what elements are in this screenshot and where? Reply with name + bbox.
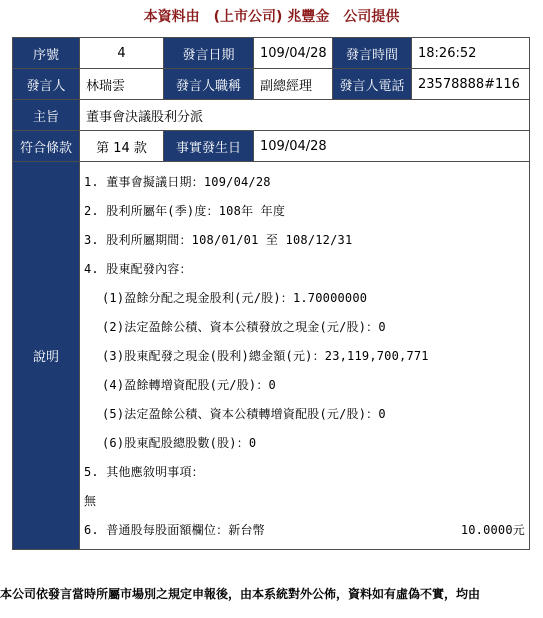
description-line: (2)法定盈餘公積、資本公積發放之現金(元/股)：0 bbox=[102, 320, 386, 334]
description-line: 4. 股東配發內容： bbox=[84, 262, 192, 276]
description-line: 3. 股利所屬期間：108/01/01 至 108/12/31 bbox=[84, 233, 353, 247]
speaker-phone-value: 23578888#116 bbox=[412, 69, 530, 100]
row-subject bbox=[13, 100, 530, 131]
description-label: 說明 bbox=[13, 162, 80, 550]
clause-label: 符合條款 bbox=[13, 131, 80, 162]
description-line-par-value bbox=[84, 516, 525, 545]
announcement-table bbox=[12, 37, 530, 550]
seq-value: 4 bbox=[80, 38, 164, 69]
speaker-value: 林瑞雲 bbox=[80, 69, 164, 100]
announce-date-value: 109/04/28 bbox=[254, 38, 333, 69]
description-line: (5)法定盈餘公積、資本公積轉增資配股(元/股)：0 bbox=[102, 407, 386, 421]
description-line: (6)股東配股總股數(股)：0 bbox=[102, 436, 257, 450]
row-speaker bbox=[13, 69, 530, 100]
announce-date-label: 發言日期 bbox=[164, 38, 254, 69]
par-value-amount: 10.0000元 bbox=[460, 523, 525, 537]
event-date-value: 109/04/28 bbox=[254, 131, 530, 162]
description-line: 5. 其他應敘明事項： bbox=[84, 465, 204, 479]
announce-time-label: 發言時間 bbox=[333, 38, 412, 69]
row-clause bbox=[13, 131, 530, 162]
disclaimer-text: 本公司依發言當時所屬市場別之規定申報後，由本系統對外公佈，資料如有虛偽不實，均由 bbox=[0, 587, 481, 601]
description-line: 無 bbox=[84, 494, 97, 508]
par-value-label: 6. 普通股每股面額欄位：新台幣 bbox=[84, 523, 265, 537]
description-content bbox=[80, 162, 530, 550]
speaker-phone-label: 發言人電話 bbox=[333, 69, 412, 100]
description-line: (3)股東配發之現金(股利)總金額(元)：23,119,700,771 bbox=[102, 349, 429, 363]
subject-value: 董事會決議股利分派 bbox=[80, 100, 530, 131]
row-sequence bbox=[13, 38, 530, 69]
speaker-title-label: 發言人職稱 bbox=[164, 69, 254, 100]
description-line: 1. 董事會擬議日期：109/04/28 bbox=[84, 175, 271, 189]
seq-label: 序號 bbox=[13, 38, 80, 69]
description-line: (1)盈餘分配之現金股利(元/股)：1.70000000 bbox=[102, 291, 368, 305]
announce-time-value: 18:26:52 bbox=[412, 38, 530, 69]
speaker-title-value: 副總經理 bbox=[254, 69, 333, 100]
description-line: 2. 股利所屬年(季)度：108年 年度 bbox=[84, 204, 286, 218]
row-description bbox=[13, 162, 530, 550]
speaker-label: 發言人 bbox=[13, 69, 80, 100]
description-line: (4)盈餘轉增資配股(元/股)：0 bbox=[102, 378, 276, 392]
subject-label: 主旨 bbox=[13, 100, 80, 131]
event-date-label: 事實發生日 bbox=[164, 131, 254, 162]
clause-value: 第 14 款 bbox=[80, 131, 164, 162]
page-title: 本資料由 (上市公司) 兆豐金 公司提供 bbox=[143, 9, 400, 25]
